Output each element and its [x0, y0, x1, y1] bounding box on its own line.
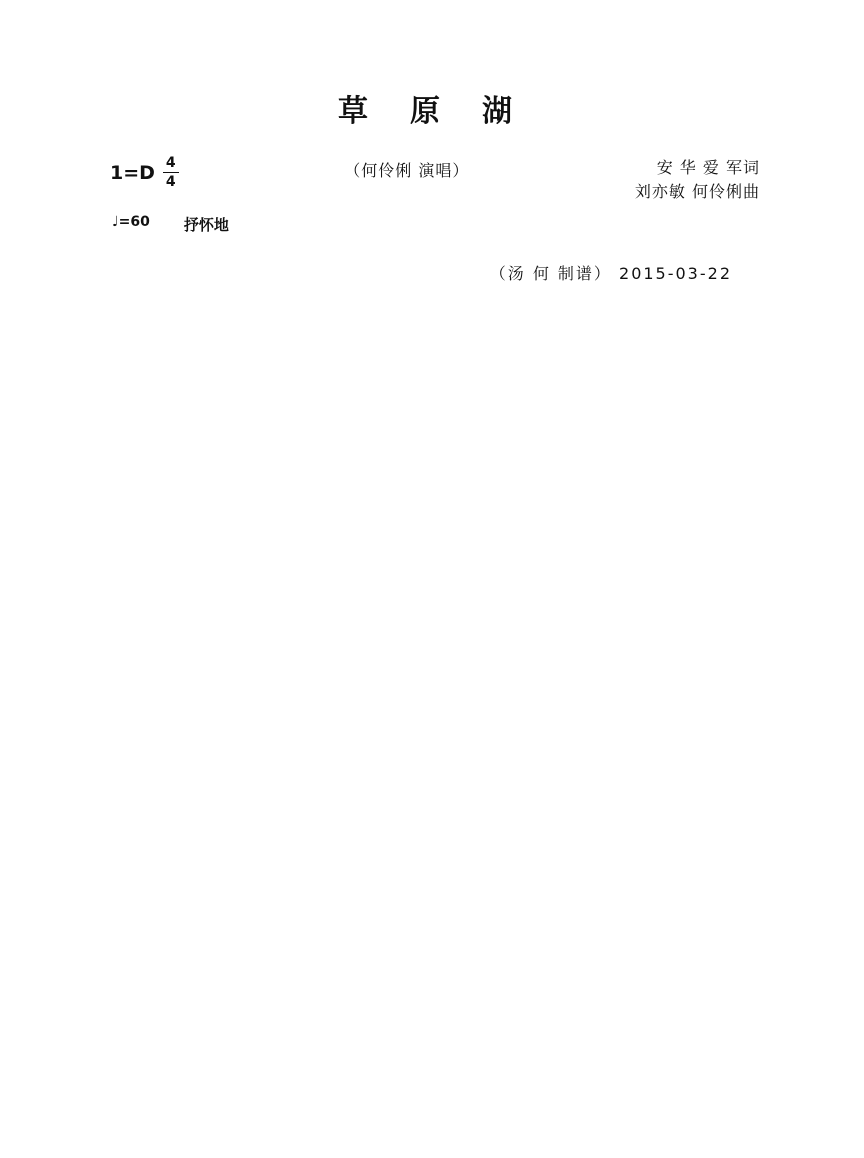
key-signature: 1=D	[110, 161, 155, 184]
meta-row	[96, 156, 760, 204]
key-time-signature	[110, 156, 179, 189]
footer-credit: （汤 何 制谱） 2015-03-22	[489, 264, 732, 283]
time-signature	[163, 156, 179, 189]
tempo-row	[112, 214, 760, 235]
lyricist-credit: 安 华 爱 军词	[656, 158, 760, 177]
expression-marking: 抒怀地	[183, 216, 229, 234]
author-credits	[635, 156, 760, 204]
page-title: 草 原 湖	[338, 94, 518, 129]
time-signature-numerator: 4	[163, 156, 179, 173]
tempo-marking: ♩=60	[112, 214, 150, 230]
composer-credit: 刘亦敏 何伶俐曲	[634, 182, 760, 201]
time-signature-denominator: 4	[165, 174, 176, 190]
performer-credit: （何伶俐 演唱）	[344, 161, 470, 180]
